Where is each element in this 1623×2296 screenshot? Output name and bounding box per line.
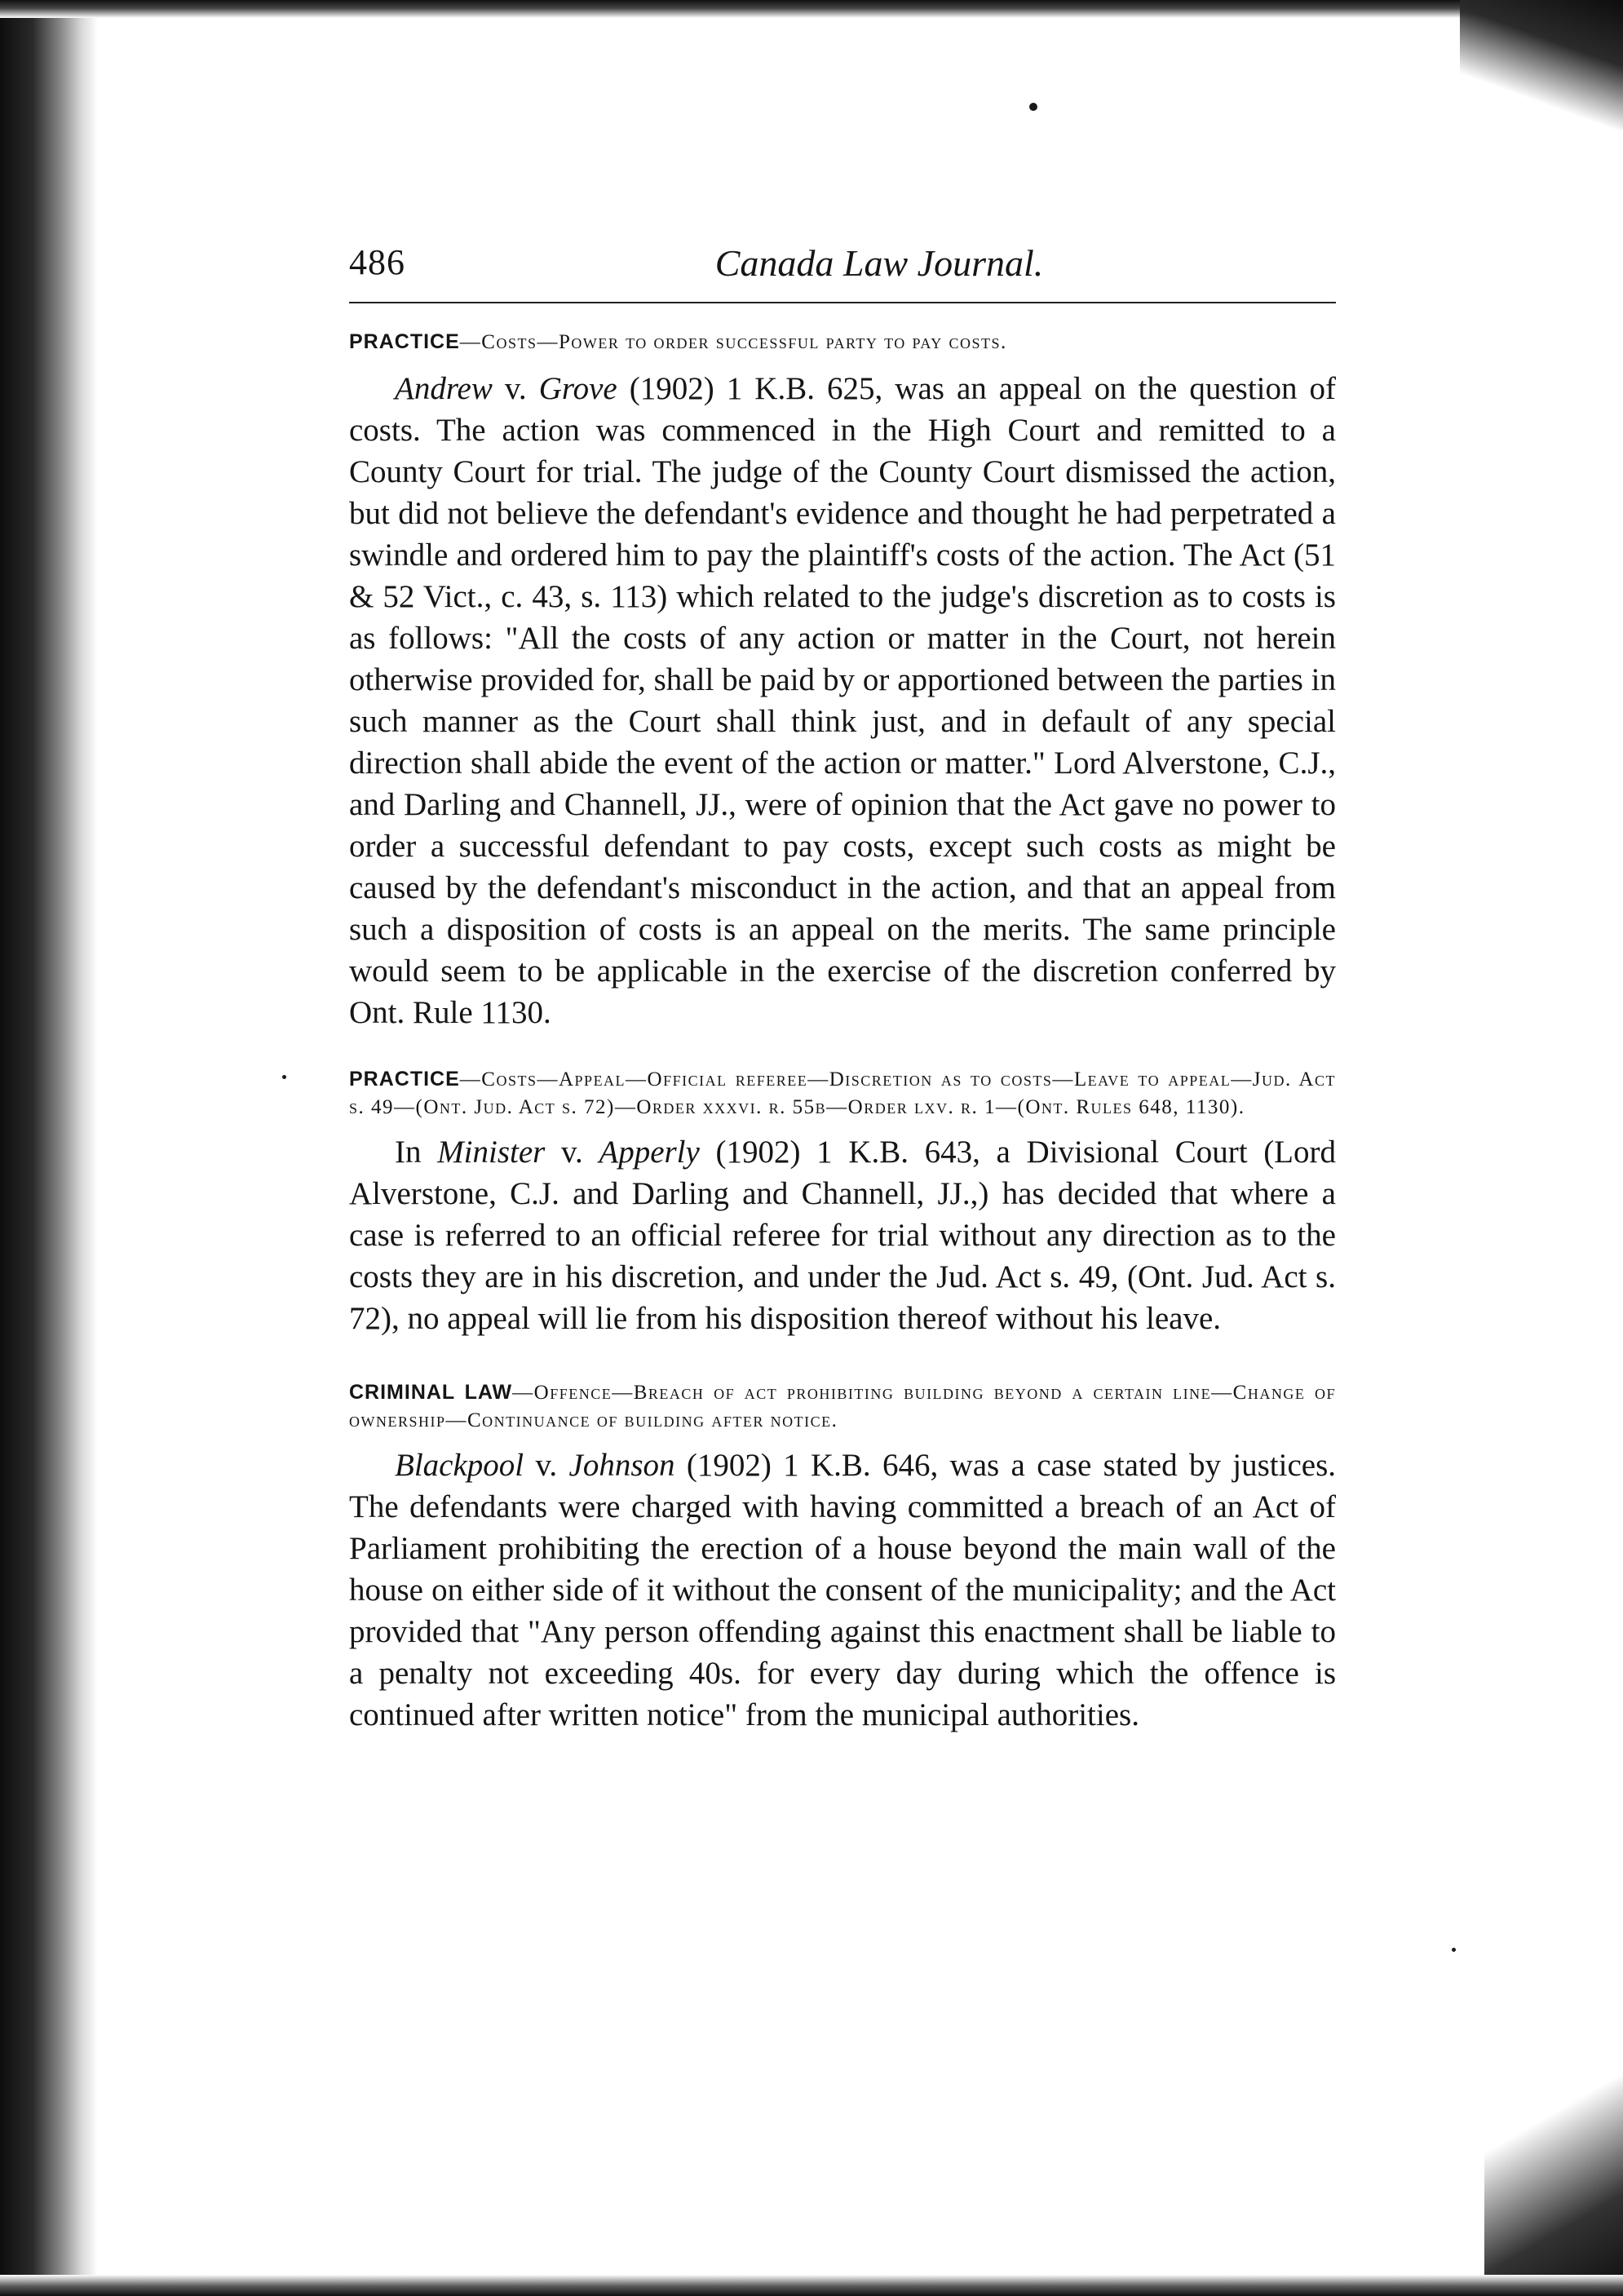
journal-page: [349, 237, 1336, 1767]
article-section: [349, 328, 1336, 1033]
paragraph-prefix: In: [395, 1135, 438, 1170]
scan-bottom-edge: [0, 2275, 1623, 2296]
heading-lead: PRACTICE: [349, 1068, 460, 1090]
journal-title: Canada Law Journal.: [714, 242, 1044, 284]
scan-top-edge: [0, 0, 1623, 18]
scan-speck: [282, 1075, 286, 1079]
scan-speck: [1029, 103, 1037, 111]
case-party-defendant: Johnson: [568, 1448, 675, 1483]
section-heading: [316, 1378, 1336, 1435]
heading-subject: —Costs—Power to order successful party to pay costs.: [459, 331, 1007, 353]
scan-corner-shadow-bottom-right: [1484, 1970, 1623, 2296]
heading-subject: —Costs—Appeal—Official referee—Discretion as to costs—Leave to appeal—Jud. Act s. 49—(Ont. Jud. Act s. 72)—Order xxxvi. r. 55b—Order lxv. r. 1—(Ont. Rules 648, 1130).: [349, 1068, 1336, 1118]
heading-lead: PRACTICE: [349, 330, 460, 353]
scan-speck: [1452, 1948, 1456, 1952]
section-paragraph: [349, 1131, 1336, 1339]
article-section: [349, 1378, 1336, 1736]
paragraph-text: (1902) 1 K.B. 643, a Divisional Court (Lord Alverstone, C.J. and Darling and Channell, JJ.,) has decided that where a case is referred to an official referee for trial without any direction as to the costs they are in his discretion, and under the Jud. Act s. 49, (Ont. Jud. Act s. 72), no appeal will lie from his disposition thereof without his leave.: [349, 1135, 1336, 1336]
page-number: 486: [349, 242, 405, 282]
section-heading: [316, 328, 1336, 356]
case-party-defendant: Apperly: [599, 1135, 700, 1170]
running-head: [349, 237, 1336, 303]
heading-subject: —Offence—Breach of act prohibiting building beyond a certain line—Change of ownership—Continuance of building after notice.: [349, 1382, 1336, 1431]
case-party-plaintiff: Blackpool: [395, 1448, 524, 1483]
heading-lead: CRIMINAL LAW: [349, 1381, 513, 1404]
case-versus: v.: [524, 1448, 569, 1483]
scan-corner-shadow-top-right: [1460, 0, 1623, 131]
case-party-plaintiff: Minister: [437, 1135, 546, 1170]
section-heading: [316, 1065, 1336, 1121]
scan-binding-shadow: [0, 0, 98, 2296]
article-section: [349, 1065, 1336, 1339]
case-party-defendant: Grove: [538, 371, 617, 406]
case-party-plaintiff: Andrew: [395, 371, 493, 406]
section-paragraph: [349, 1444, 1336, 1736]
section-paragraph: [349, 368, 1336, 1033]
case-versus: v.: [492, 371, 539, 406]
paragraph-text: (1902) 1 K.B. 625, was an appeal on the question of costs. The action was commenced in the High Court and remitted to a County Court for trial. The judge of the County Court dismissed the action, but did not believe the defendant's evidence and thought he had perpetrated a swindle and ordered him to pay the plaintiff's costs of the action. The Act (51 & 52 Vict., c. 43, s. 113) which related to the judge's discretion as to costs is as follows: "All the costs of any action or matter in the Court, not herein otherwise provided for, shall be paid by or apportioned between the parties in such manner as the Court shall think just, and in default of any special direction shall abide the event of the action or matter." Lord Alverstone, C.J., and Darling and Channell, JJ., were of opinion that the Act gave no power to order a successful defendant to pay costs, except such costs as might be caused by the defendant's misconduct in the action, and that an appeal from such a disposition of costs is an appeal on the merits. The same principle would seem to be applicable in the exercise of the discretion conferred by Ont. Rule 1130.: [349, 371, 1337, 1030]
paragraph-text: (1902) 1 K.B. 646, was a case stated by justices. The defendants were charged with having committed a breach of an Act of Parliament prohibiting the erection of a house beyond the main wall of the house on either side of it without the consent of the municipality; and the Act provided that "Any person offending against this enactment shall be liable to a penalty not exceeding 40s. for every day during which the offence is continued after written notice" from the municipal authorities.: [349, 1448, 1337, 1732]
case-versus: v.: [545, 1135, 599, 1170]
